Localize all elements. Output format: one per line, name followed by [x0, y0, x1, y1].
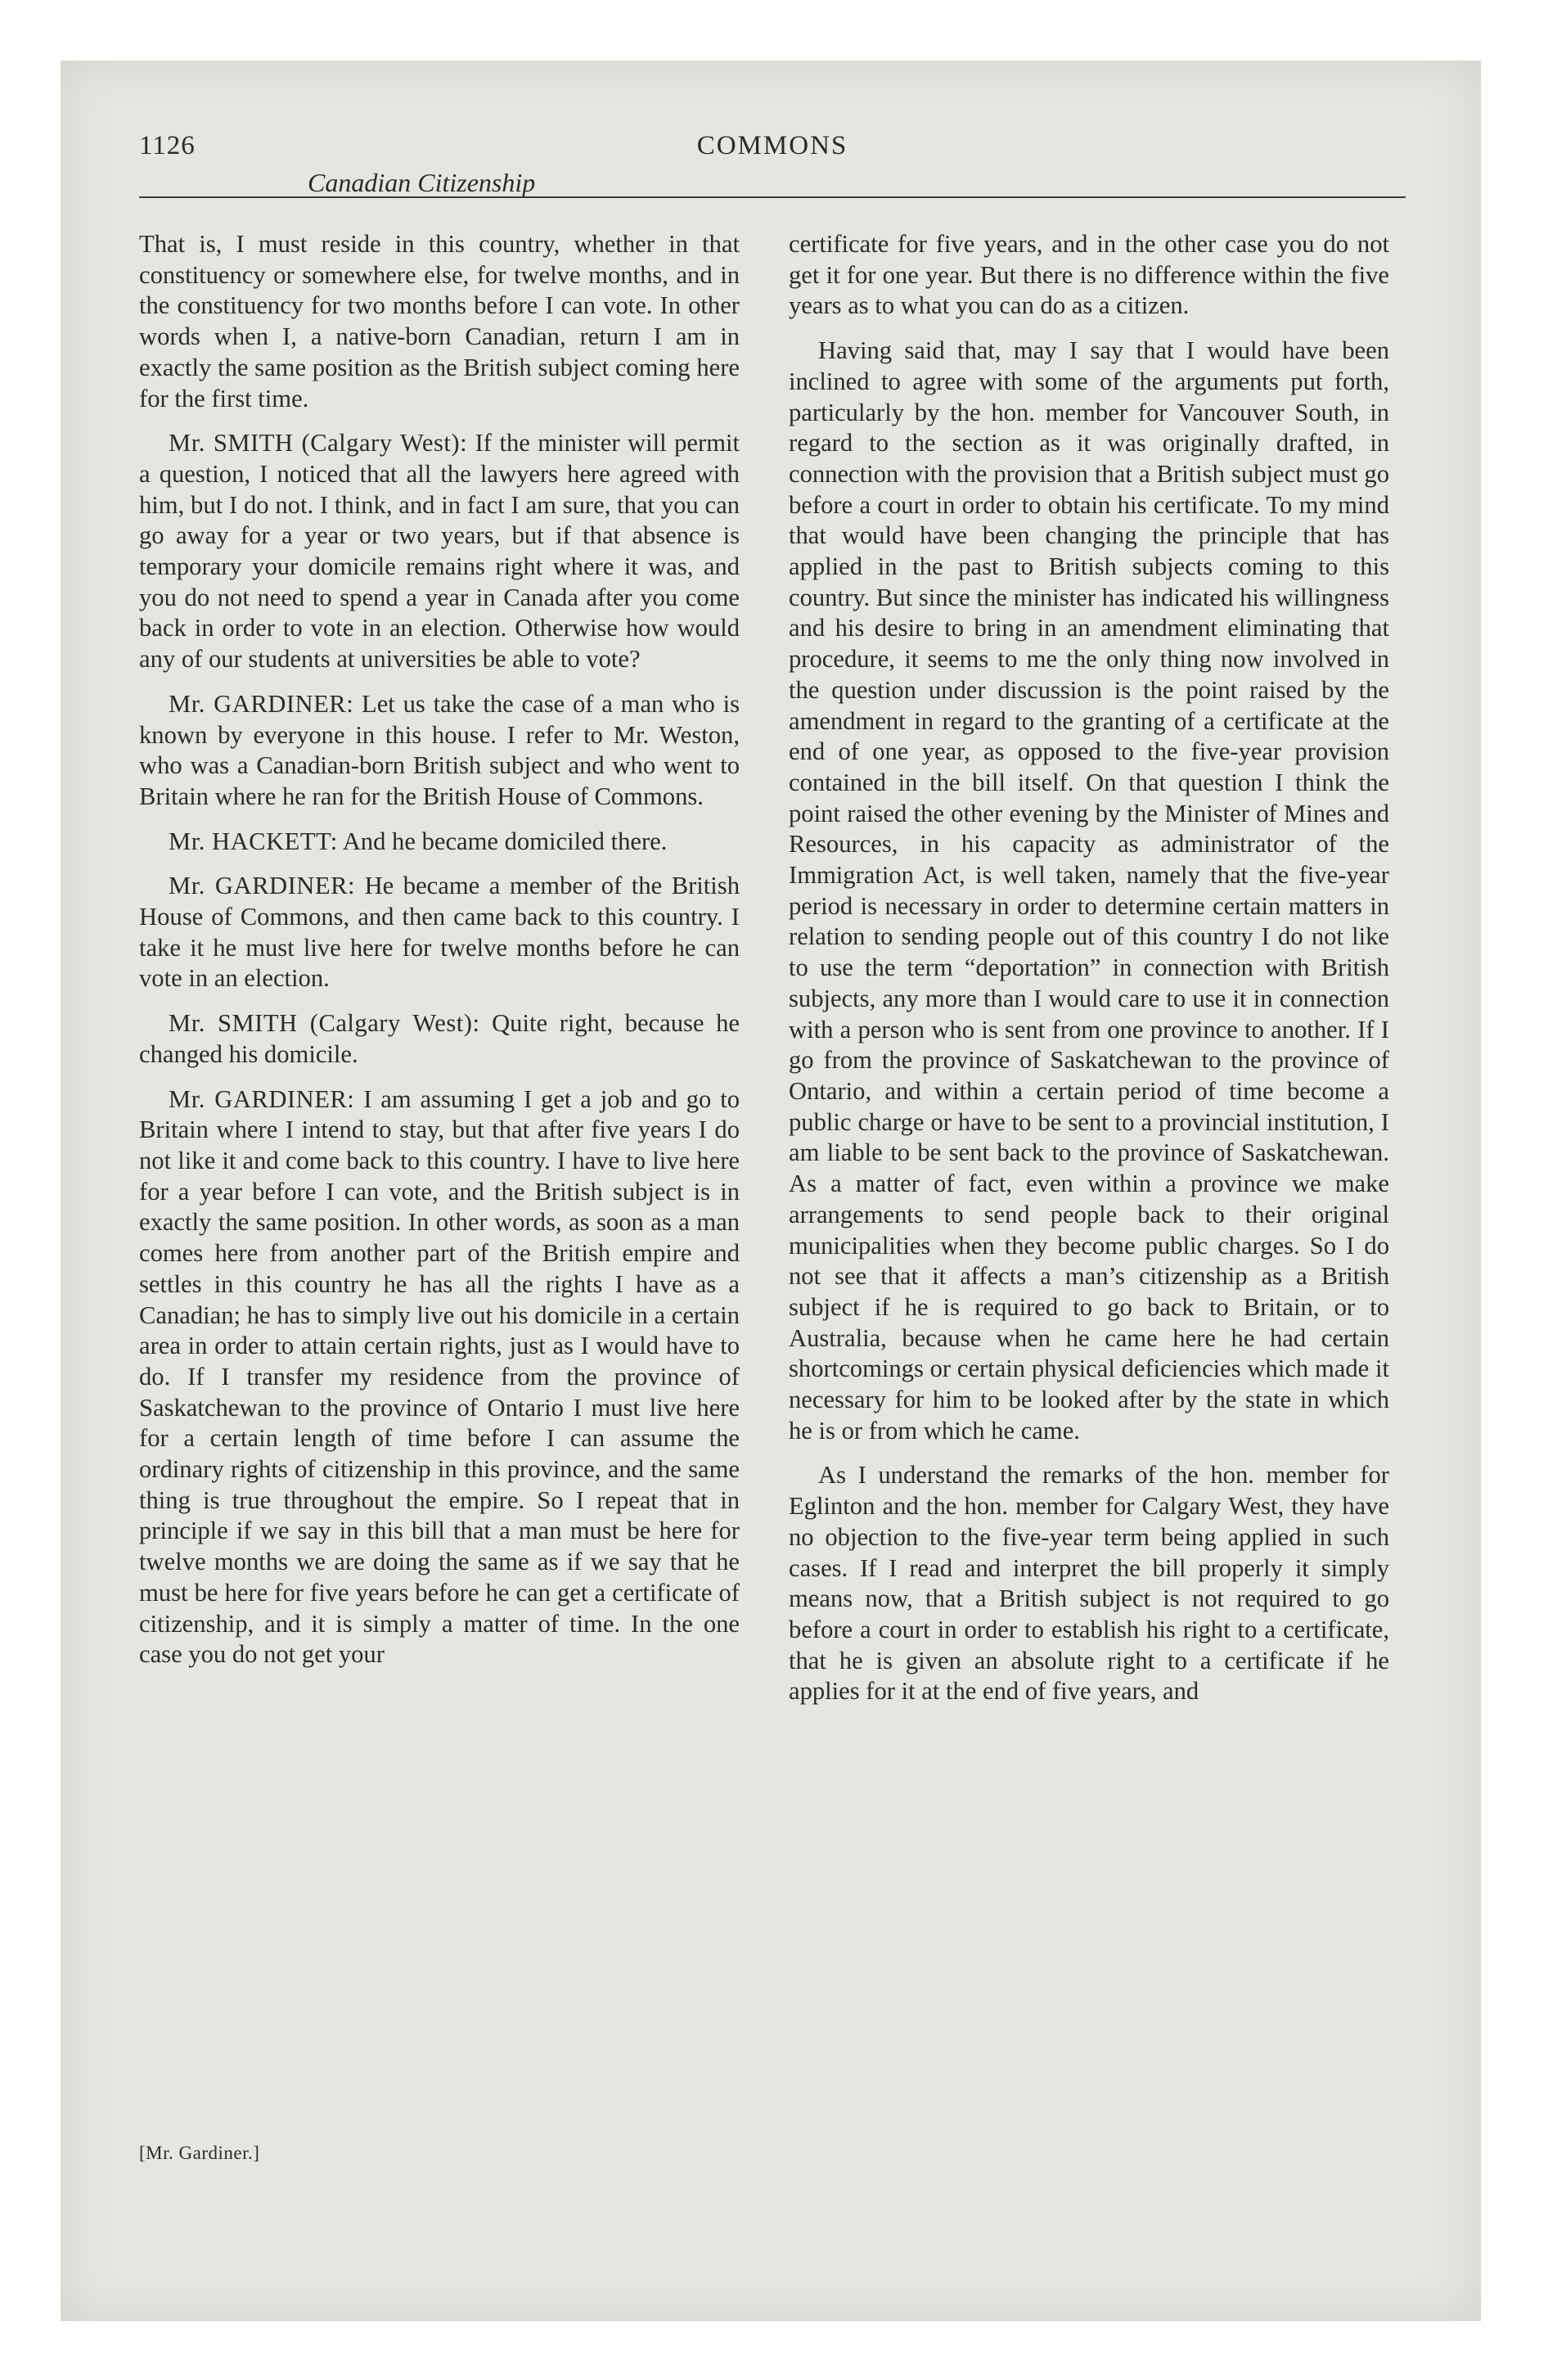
paragraph — [139, 827, 740, 858]
paragraph-text: And he became domiciled there. — [342, 827, 668, 855]
paragraph-text: That is, I must reside in this country, whether in that constituency or somewhere else, for twelve months, and in the constituency for two months before I can vote. In other words when I, a native-born Canadian, return I am in exactly the same position as the British subject coming here for the first time. — [139, 230, 740, 412]
paragraph-text: Let us take the case of a man who is known by everyone in this house. I refer to Mr. Weston, who was a Canadian-born British subject and who went to Britain where he ran for the British House of Commons. — [139, 689, 740, 810]
paragraph-text: If the minister will permit a question, I noticed that all the lawyers here agreed with him, but I do not. I think, and in fact I am sure, that you can go away for a year or two years, but if that absence is temporary your domicile remains right where it was, and you do not need to spend a year in Canada after you come back in order to vote in an election. Otherwise how would any of our students at universities be able to vote? — [139, 429, 740, 674]
paragraph — [789, 229, 1389, 322]
speaker-name: Mr. SMITH (Calgary West): — [169, 1009, 480, 1038]
header-rule — [139, 196, 1406, 198]
speaker-name: Mr. GARDINER: — [169, 689, 354, 718]
paragraph — [139, 1008, 740, 1070]
paragraph-text: I am assuming I get a job and go to Britain where I intend to stay, but that after five years I do not like it and come back to this country. I have to live here for a year before I can vote, and the British subject is in exactly the same position. In other words, as soon as a man comes here from another part of the British empire and settles in this country he has all the rights I have as a Canadian; he has to simply live out his domicile in a certain area in order to attain certain rights, just as I would have to do. If I transfer my residence from the province of Saskatchewan to the province of Ontario I must live here for a certain length of time before I can assume the ordinary rights of citizenship in this province, and the same thing is true throughout the empire. So I repeat that in principle if we say in this bill that a man must be here for twelve months we are doing the same as if we say that he must be here for five years before he can get a certificate of citizenship, and it is simply a matter of time. In the one case you do not get your — [139, 1084, 740, 1669]
paragraph-text: Quite right, because he changed his domicile. — [139, 1009, 740, 1068]
paragraph — [139, 428, 740, 675]
paragraph-text: As I understand the remarks of the hon. member for Eglinton and the hon. member for Calgary West, they have no objection to the five-year term being applied in such cases. If I read and interpret the bill properly it simply means now, that a British subject is not required to go before a court in order to establish his right to a certificate, that he is given an absolute right to a certificate if he applies for it at the end of five years, and — [789, 1461, 1389, 1706]
right-column — [789, 229, 1389, 1721]
paragraph-text: He became a member of the British House of Commons, and then came back to this country. I take it he must live here for twelve months before he can vote in an election. — [139, 872, 740, 993]
footer-speaker-note: [Mr. Gardiner.] — [139, 2143, 260, 2163]
page-header — [139, 131, 1406, 205]
hansard-page — [61, 61, 1481, 2321]
speaker-name: Mr. SMITH (Calgary West): — [169, 429, 468, 458]
speaker-name: Mr. GARDINER: — [169, 872, 355, 900]
paragraph — [139, 689, 740, 813]
paragraph — [789, 1460, 1389, 1707]
paragraph-text: certificate for five years, and in the other case you do not get it for one year. But there is no difference within the five years as to what you can do as a citizen. — [789, 230, 1389, 320]
paragraph — [139, 229, 740, 414]
speaker-name: Mr. GARDINER: — [169, 1084, 355, 1113]
section-title: Canadian Citizenship — [308, 168, 536, 197]
speaker-name: Mr. HACKETT: — [169, 827, 338, 855]
page-number: 1126 — [139, 131, 196, 160]
running-title: COMMONS — [696, 131, 848, 160]
paragraph — [139, 871, 740, 994]
paragraph — [789, 336, 1389, 1446]
paragraph-text: Having said that, may I say that I would have been inclined to agree with some of the arguments put forth, particularly by the hon. member for Vancouver South, in regard to the section as it was originally drafted, in connection with the provision that a British subject must go before a court in order to obtain his certificate. To my mind that would have been changing the principle that has applied in the past to British subjects coming to this country. But since the minister has indicated his willingness and his desire to bring in an amendment eliminating that procedure, it seems to me the only thing now involved in the question under discussion is the point raised by the amendment in regard to the granting of a certificate at the end of one year, as opposed to the five-year provision contained in the bill itself. On that question I think the point raised the other evening by the Minister of Mines and Resources, in his capacity as administrator of the Immigration Act, is well taken, namely that the five-year period is necessary in order to determine certain matters in relation to sending people out of this country I do not like to use the term “deportation” in connection with British subjects, any more than I would care to use it in connection with a person who is sent from one province to another. If I go from the province of Saskatchewan to the province of Ontario, and within a certain period of time become a public charge or have to be sent to a provincial institution, I am liable to be sent back to the province of Saskatchewan. As a matter of fact, even within a province we make arrangements to send people back to their original municipalities when they become public charges. So I do not see that it affects a man’s citizenship as a British subject if he is required to go back to Britain, or to Australia, because when he came here he had certain shortcomings or certain physical deficiencies which made it necessary for him to be looked after by the state in which he is or from which he came. — [789, 336, 1389, 1445]
left-column — [139, 229, 740, 1684]
paragraph — [139, 1084, 740, 1670]
